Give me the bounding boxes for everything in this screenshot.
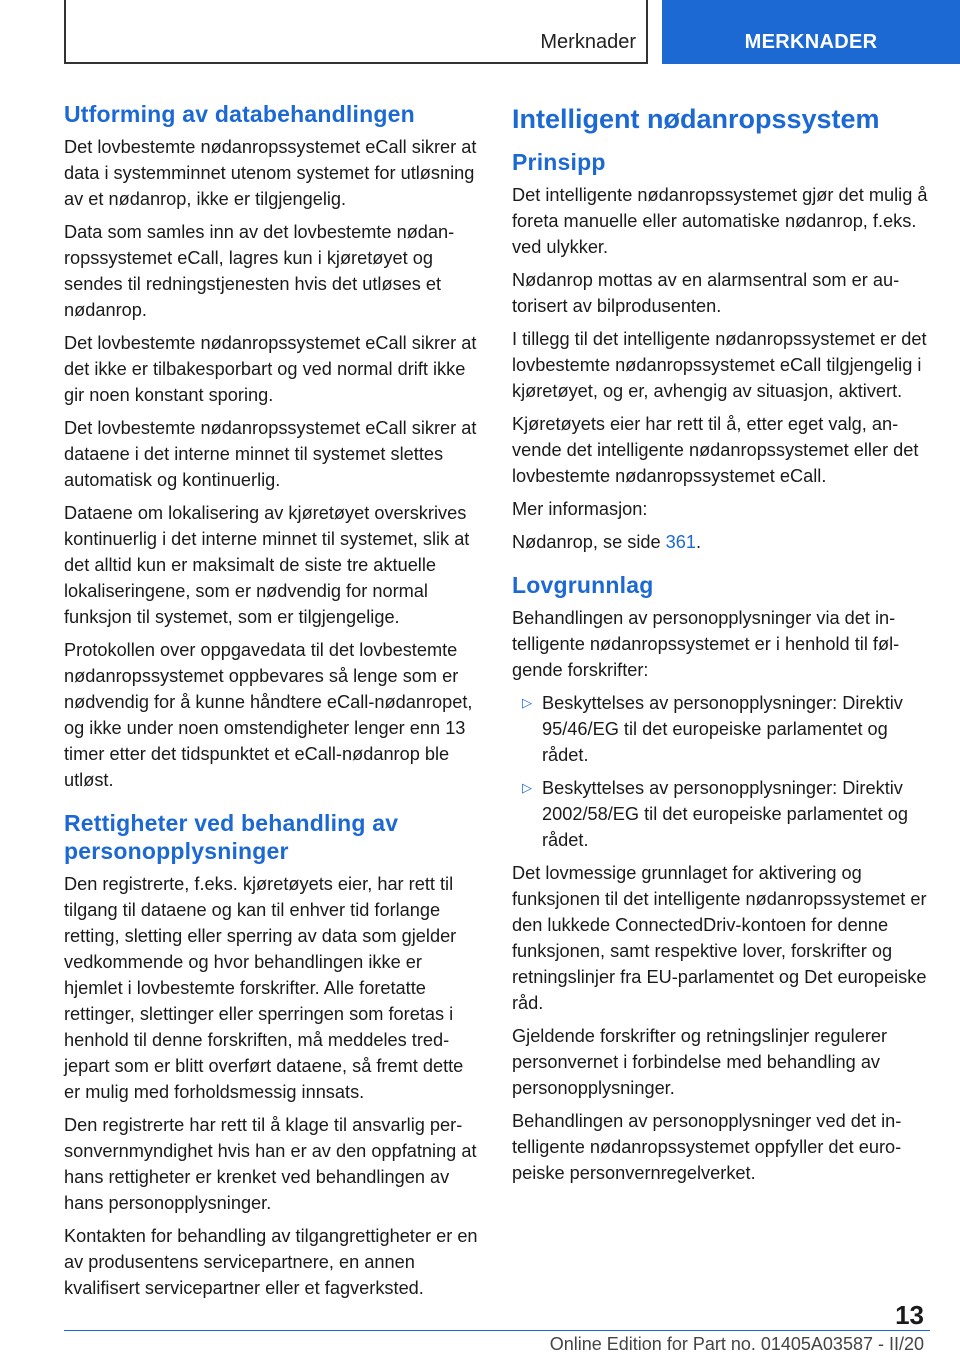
page-number: 13 <box>895 1300 924 1330</box>
chapter-title: Intelligent nødanropssystem <box>512 104 880 134</box>
paragraph: Dataene om lokalisering av kjøretøyet overskrives kontinuerlig i det interne minnet til systemet, slik at det alltid kun er maksimalt de siste tre aktuelle lokaliseringene, som er nødvendig for normal funksjon til systemet, som er tilgjengelige. <box>64 503 470 627</box>
section-heading-legal-basis: Lovgrunnlag <box>512 572 654 598</box>
cross-reference-suffix: . <box>696 532 702 552</box>
section-heading-principle: Prinsipp <box>512 149 606 175</box>
section-heading-rights: Rettigheter ved behandling av personopplysninger <box>64 810 399 864</box>
footer-divider <box>64 1330 930 1331</box>
list-item <box>512 775 930 853</box>
paragraph: Det intelligente nødanropssystemet gjør det mulig å foreta manuelle eller automatiske nødanrop, f.eks. ved ulykker. <box>512 185 928 257</box>
directive-list <box>512 690 930 853</box>
paragraph: Kjøretøyets eier har rett til å, etter eget valg, anvende det intelligente nødanropssystemet eller det lovbestemte nødanropssystemet eCall. <box>512 414 919 486</box>
paragraph: I tillegg til det intelligente nødanropssystemet er det lovbestemte nødanropssystemet eCall tilgjengelig i kjøretøyet, og er, avhengig av situasjon, aktivert. <box>512 329 927 401</box>
paragraph: Mer informasjon: <box>512 499 648 519</box>
paragraph: Nødanrop mottas av en alarmsentral som er autorisert av bilprodusenten. <box>512 270 900 316</box>
paragraph: Kontakten for behandling av tilgangrettigheter er en av produsentens servicepartnere, en annen kvalifisert servicepartner eller et fagverksted. <box>64 1226 478 1298</box>
list-item-text: Beskyttelses av personopplysninger: Direktiv 95/46/EG til det europeiske parlamentet og rådet. <box>542 693 903 765</box>
list-item-text: Beskyttelses av personopplysninger: Direktiv 2002/58/EG til det europeiske parlamentet og rådet. <box>542 778 909 850</box>
triangle-bullet-icon: ▷ <box>522 780 532 795</box>
paragraph: Behandlingen av personopplysninger via det intelligente nødanropssystemet er i henhold til følgende forskrifter: <box>512 608 900 680</box>
cross-reference <box>512 529 930 555</box>
page-link[interactable]: 361 <box>665 532 697 552</box>
paragraph: Den registrerte har rett til å klage til ansvarlig personvernmyndighet hvis han er av den oppfatning at hans rettigheter er krenket ved behandlingen av hans personopplysninger. <box>64 1115 477 1213</box>
paragraph: Gjeldende forskrifter og retningslinjer regulerer personvernet i forbindelse med behandling av personopplysninger. <box>512 1026 888 1098</box>
paragraph: Det lovmessige grunnlaget for aktivering og funksjonen til det intelligente nødanropssystemet er den lukkede ConnectedDriv-kontoen for denne funksjonen, samt respektive lover, forskrifter og retningslinjer fra EU-parlamentet og Det europeiske råd. <box>512 863 927 1013</box>
paragraph: Data som samles inn av det lovbestemte nødanropssystemet eCall, lagres kun i kjøretøyet og sendes til redningstjenesten hvis det utløses et nødanrop. <box>64 222 455 320</box>
cross-reference-text: Nødanrop, se side <box>512 532 666 552</box>
section-heading-data-processing: Utforming av databehandlingen <box>64 101 415 127</box>
triangle-bullet-icon: ▷ <box>522 695 532 710</box>
header-chapter-tab[interactable]: MERKNADER <box>662 0 960 64</box>
paragraph: Protokollen over oppgavedata til det lovbestemte nødanropssystemet oppbevares så lenge som er nødvendig for å kunne håndtere eCall-nødanropet, og ikke under noen omstendigheter lenger enn 13 timer etter det tidspunktet et eCall-nødanrop ble utløst. <box>64 640 473 790</box>
list-item <box>512 690 930 768</box>
paragraph: Det lovbestemte nødanropssystemet eCall sikrer at dataene i det interne minnet til systemet slettes automatisk og kontinuerlig. <box>64 418 477 490</box>
paragraph: Behandlingen av personopplysninger ved det intelligente nødanropssystemet oppfyller det europeiske personvernregelverket. <box>512 1111 902 1183</box>
left-column <box>64 100 478 1308</box>
paragraph: Det lovbestemte nødanropssystemet eCall sikrer at data i systemminnet utenom systemet for utløsning av et nødanrop, ikke er tilgjengelig. <box>64 137 477 209</box>
header-section-title: Merknader <box>540 31 636 53</box>
paragraph: Den registrerte, f.eks. kjøretøyets eier, har rett til tilgang til dataene og kan til enhver tid forlange retting, sletting eller sperring av data som gjelder vedkommende og hvor behandlingen ikke er hjemlet i lovbestemte forskrifter. Alle foretatte rettinger, slettinger eller sperringen som foretas i henhold til denne forskriften, må meddeles tredjepart som er blitt overført dataene, så fremt dette er mulig med forholdsmessig innsats. <box>64 874 464 1102</box>
footer-edition: Online Edition for Part no. 01405A03587 - II/20 <box>549 1334 924 1354</box>
paragraph: Det lovbestemte nødanropssystemet eCall sikrer at det ikke er tilbakesporbart og ved normal drift ikke gir noen konstant sporing. <box>64 333 477 405</box>
right-column <box>512 100 930 1193</box>
